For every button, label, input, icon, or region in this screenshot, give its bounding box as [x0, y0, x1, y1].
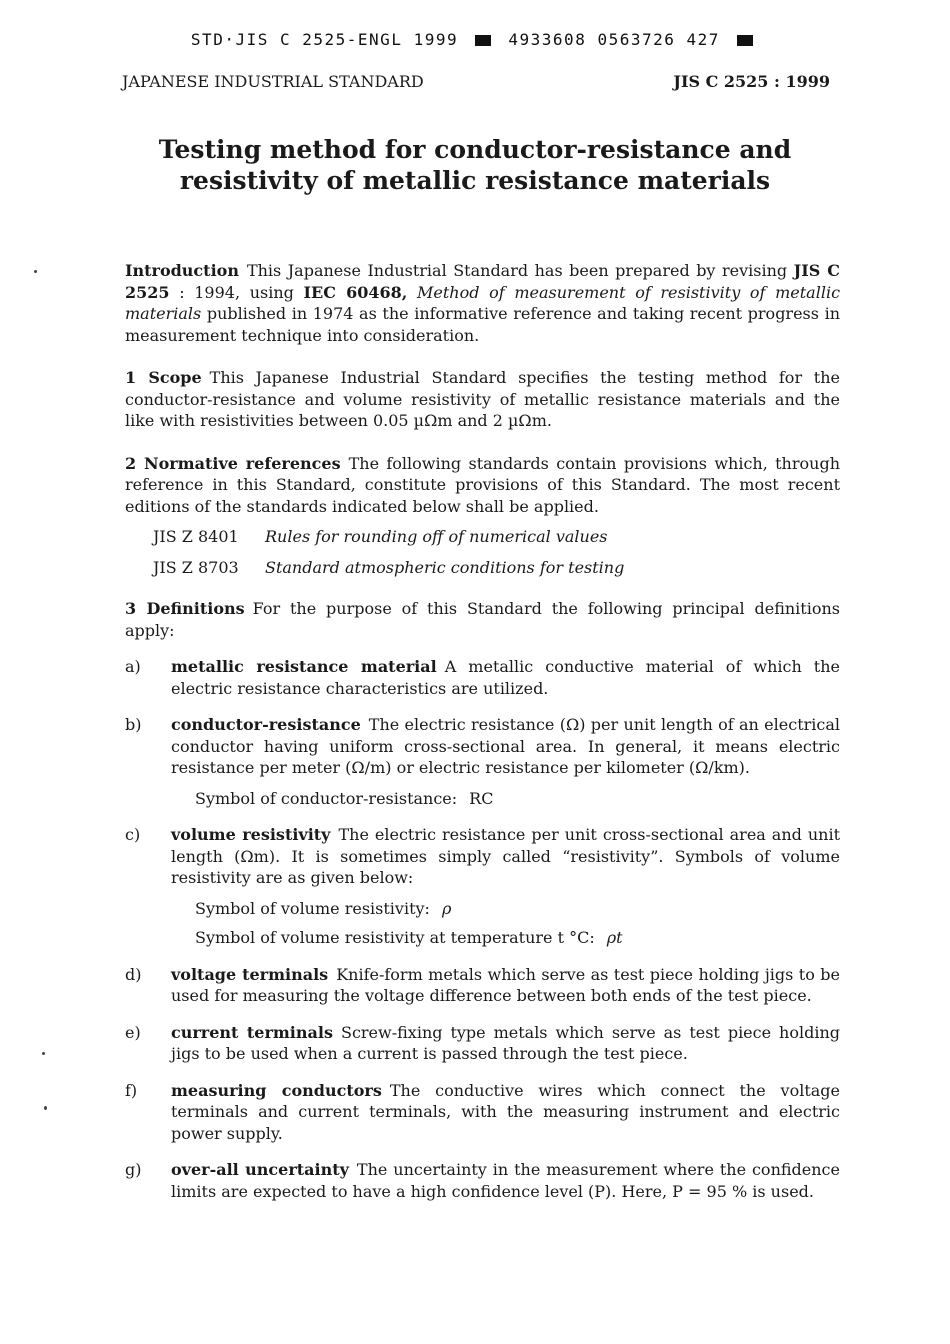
page-title — [0, 134, 950, 196]
reference-item — [153, 526, 840, 547]
definition-item — [125, 1080, 840, 1145]
definition-item — [125, 656, 840, 699]
scope-paragraph — [125, 367, 840, 432]
definition-term: metallic resistance material — [171, 657, 437, 676]
symbol-label: Symbol of conductor-resistance: — [195, 788, 458, 808]
symbol-value: ρt — [606, 928, 623, 947]
introduction-heading: Introduction — [125, 261, 239, 280]
reference-title: Rules for rounding off of numerical values — [265, 527, 608, 546]
normative-paragraph — [125, 453, 840, 518]
definition-item — [125, 1159, 840, 1202]
definition-label: c) — [125, 825, 141, 844]
definition-term: measuring conductors — [171, 1080, 382, 1100]
definition-item — [125, 714, 840, 809]
title-line-2: resistivity of metallic resistance materials — [179, 166, 771, 195]
symbol-label: Symbol of volume resistivity at temperature t °C: — [195, 928, 595, 947]
barcode-number: 4933608 0563726 427 — [508, 30, 720, 49]
definition-label: e) — [125, 1022, 141, 1042]
symbol-line — [195, 927, 840, 949]
definition-text: The electric resistance (Ω) per unit length of an electrical conductor having uniform cross-sectional area. In general, it means electric resistance per meter (Ω/m) or electric resistance per kilometer (Ω/km). — [171, 715, 840, 777]
reference-code: JIS Z 8703 — [153, 558, 239, 577]
definitions-heading: 3 Definitions — [125, 599, 245, 618]
symbol-value: ρ — [441, 898, 452, 918]
definition-item — [125, 1022, 840, 1065]
code-line-text: STD·JIS C 2525-ENGL 1999 — [190, 30, 459, 49]
document-body — [125, 260, 840, 1217]
title-line-1: Testing method for conductor-resistance and — [158, 135, 792, 164]
definition-term: volume resistivity — [171, 825, 331, 844]
definition-text: Screw-fixing type metals which serve as test piece holding jigs to be used when a current is passed through the test piece. — [171, 1022, 841, 1063]
reference-item — [153, 557, 840, 578]
symbol-label: Symbol of volume resistivity: — [195, 898, 430, 918]
definition-term: conductor-resistance — [171, 715, 361, 734]
definition-item — [125, 824, 840, 949]
introduction-text-2: : 1994, using — [169, 282, 304, 302]
definition-label: g) — [125, 1160, 142, 1179]
normative-heading: 2 Normative references — [125, 453, 341, 473]
definition-term: current terminals — [171, 1022, 333, 1042]
introduction-std-2: IEC 60468, — [303, 282, 408, 302]
definition-text: Knife-form metals which serve as test piece holding jigs to be used for measuring the voltage difference between both ends of the test piece. — [171, 964, 840, 1005]
definition-text: The uncertainty in the measurement where the confidence limits are expected to have a high confidence level (P). Here, P = 95 % is used. — [171, 1160, 840, 1201]
introduction-text-3: published in 1974 as the informative reference and taking recent progress in measurement technique into consideration. — [125, 304, 840, 345]
scope-text: This Japanese Industrial Standard specifies the testing method for the conductor-resistance and volume resistivity of metallic resistance materials and the like with resistivities between 0.05 µΩm and 2 µΩm. — [125, 368, 840, 430]
reference-title: Standard atmospheric conditions for testing — [265, 558, 625, 577]
definition-text: A metallic conductive material of which the electric resistance characteristics are utilized. — [171, 657, 841, 698]
black-block-mark — [737, 35, 753, 46]
symbol-line — [195, 898, 840, 920]
definition-text: The electric resistance per unit cross-sectional area and unit length (Ωm). It is sometimes simply called “resistivity”. Symbols of volume resistivity are as given below: — [171, 825, 841, 887]
scan-speck — [34, 270, 37, 273]
header-left: JAPANESE INDUSTRIAL STANDARD — [122, 72, 424, 91]
scan-speck — [44, 1106, 47, 1110]
definition-item — [125, 964, 840, 1007]
introduction-paragraph — [125, 260, 840, 346]
black-block-mark — [475, 35, 491, 46]
symbol-line — [195, 788, 840, 810]
scan-speck — [42, 1052, 45, 1055]
introduction-ref-title: Method of measurement of resistivity of metallic materials — [125, 282, 841, 323]
symbol-value: RC — [469, 788, 494, 808]
definition-label: a) — [125, 657, 141, 676]
scan-code-line — [0, 30, 950, 49]
definition-term: voltage terminals — [171, 964, 329, 984]
definitions-paragraph — [125, 598, 840, 641]
reference-code: JIS Z 8401 — [153, 527, 239, 546]
introduction-text-1: This Japanese Industrial Standard has been prepared by revising — [246, 261, 788, 280]
definition-term: over-all uncertainty — [171, 1160, 349, 1179]
definition-label: d) — [125, 964, 142, 984]
normative-text: The following standards contain provisions which, through reference in this Standard, constitute provisions of this Standard. The most recent editions of the standards indicated below shall be applied. — [125, 453, 840, 516]
definitions-text: For the purpose of this Standard the following principal definitions apply: — [125, 599, 840, 640]
definitions-list — [125, 656, 840, 1202]
scope-heading: 1 Scope — [125, 368, 202, 387]
header-right: JIS C 2525 : 1999 — [673, 72, 830, 91]
definition-text: The conductive wires which connect the voltage terminals and current terminals, with the measuring instrument and electric power supply. — [171, 1080, 841, 1143]
definition-label: f) — [125, 1080, 138, 1100]
introduction-std-1: JIS C 2525 — [125, 261, 840, 302]
definition-label: b) — [125, 715, 142, 734]
